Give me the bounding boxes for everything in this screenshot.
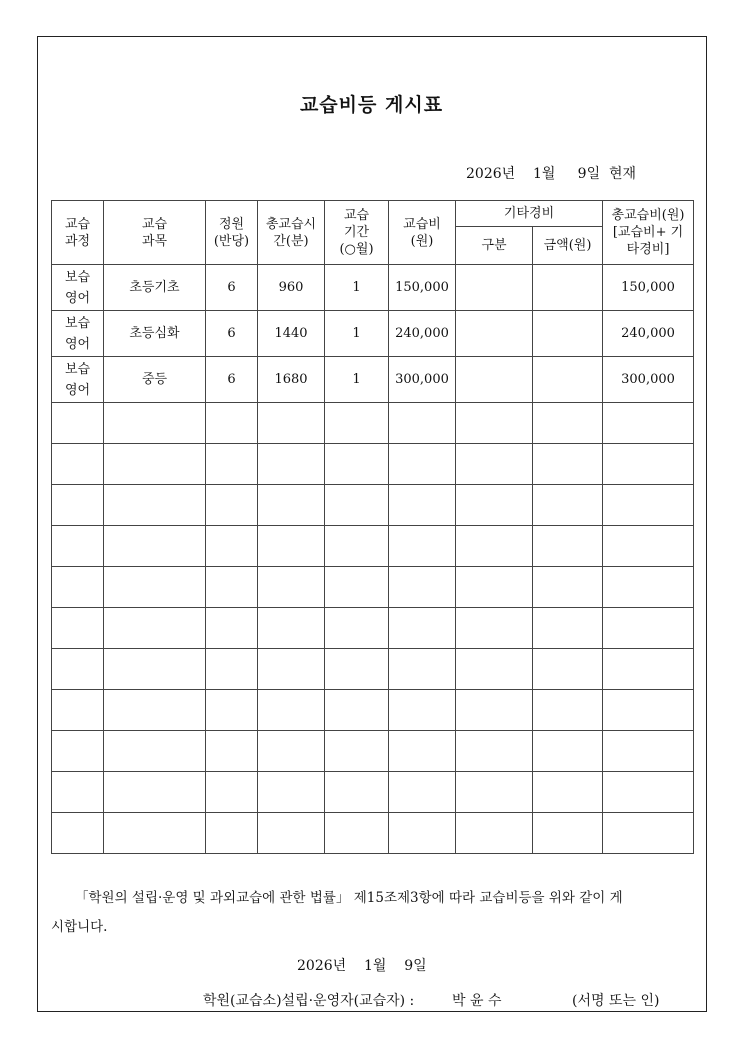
empty-cell xyxy=(206,567,258,608)
empty-cell xyxy=(533,567,603,608)
cell-subject: 초등심화 xyxy=(104,311,206,357)
cell-fee: 300,000 xyxy=(389,357,456,403)
as-of-suffix: 현재 xyxy=(609,166,637,182)
empty-cell xyxy=(104,567,206,608)
empty-cell xyxy=(52,526,104,567)
empty-cell xyxy=(456,649,533,690)
cell-total-fee: 240,000 xyxy=(603,311,694,357)
empty-cell xyxy=(258,772,325,813)
empty-row xyxy=(52,772,694,813)
empty-cell xyxy=(389,485,456,526)
fee-table xyxy=(51,200,694,854)
empty-cell xyxy=(603,731,694,772)
cell-category xyxy=(456,311,533,357)
empty-cell xyxy=(389,608,456,649)
empty-cell xyxy=(52,608,104,649)
empty-cell xyxy=(52,403,104,444)
empty-cell xyxy=(603,444,694,485)
empty-row xyxy=(52,567,694,608)
empty-cell xyxy=(258,608,325,649)
table-row xyxy=(52,265,694,311)
empty-cell xyxy=(389,690,456,731)
empty-cell xyxy=(206,526,258,567)
empty-cell xyxy=(104,772,206,813)
empty-row xyxy=(52,608,694,649)
empty-cell xyxy=(389,403,456,444)
fee-table-body xyxy=(52,265,694,854)
empty-cell xyxy=(325,526,389,567)
empty-cell xyxy=(325,813,389,854)
cell-category xyxy=(456,265,533,311)
empty-cell xyxy=(456,526,533,567)
empty-cell xyxy=(104,649,206,690)
empty-cell xyxy=(325,608,389,649)
empty-cell xyxy=(258,690,325,731)
empty-cell xyxy=(104,444,206,485)
empty-cell xyxy=(603,813,694,854)
empty-cell xyxy=(206,813,258,854)
empty-cell xyxy=(533,403,603,444)
empty-cell xyxy=(533,772,603,813)
statement-line-2: 시합니다. xyxy=(51,919,108,935)
empty-cell xyxy=(52,485,104,526)
empty-row xyxy=(52,690,694,731)
cell-capacity: 6 xyxy=(206,357,258,403)
empty-cell xyxy=(456,690,533,731)
empty-cell xyxy=(104,813,206,854)
table-row xyxy=(52,311,694,357)
empty-cell xyxy=(206,690,258,731)
header-amount: 금액(원) xyxy=(533,227,603,265)
cell-capacity: 6 xyxy=(206,265,258,311)
empty-row xyxy=(52,731,694,772)
empty-cell xyxy=(258,485,325,526)
empty-cell xyxy=(325,649,389,690)
empty-cell xyxy=(389,567,456,608)
empty-cell xyxy=(258,403,325,444)
cell-subject: 중등 xyxy=(104,357,206,403)
empty-cell xyxy=(603,485,694,526)
empty-cell xyxy=(533,485,603,526)
empty-cell xyxy=(258,731,325,772)
cell-course-type: 보습 영어 xyxy=(52,311,104,357)
empty-cell xyxy=(389,444,456,485)
empty-cell xyxy=(206,772,258,813)
empty-cell xyxy=(603,526,694,567)
cell-fee: 150,000 xyxy=(389,265,456,311)
empty-cell xyxy=(206,608,258,649)
empty-cell xyxy=(456,731,533,772)
empty-cell xyxy=(206,731,258,772)
empty-cell xyxy=(389,526,456,567)
empty-cell xyxy=(52,772,104,813)
cell-total-fee: 150,000 xyxy=(603,265,694,311)
cell-total-hours: 1440 xyxy=(258,311,325,357)
empty-cell xyxy=(456,813,533,854)
empty-cell xyxy=(258,813,325,854)
empty-row xyxy=(52,485,694,526)
empty-cell xyxy=(456,485,533,526)
empty-cell xyxy=(533,690,603,731)
cell-amount xyxy=(533,357,603,403)
empty-cell xyxy=(325,690,389,731)
empty-cell xyxy=(104,608,206,649)
empty-row xyxy=(52,813,694,854)
empty-cell xyxy=(603,403,694,444)
as-of-date xyxy=(466,163,636,183)
empty-cell xyxy=(325,731,389,772)
empty-cell xyxy=(533,731,603,772)
empty-cell xyxy=(52,444,104,485)
footer-date xyxy=(297,955,427,975)
empty-cell xyxy=(104,690,206,731)
empty-cell xyxy=(206,485,258,526)
cell-period: 1 xyxy=(325,311,389,357)
empty-cell xyxy=(206,403,258,444)
empty-cell xyxy=(389,772,456,813)
empty-cell xyxy=(325,444,389,485)
header-other-expenses: 기타경비 xyxy=(456,201,603,227)
header-subject: 교습 과목 xyxy=(104,201,206,265)
empty-cell xyxy=(456,567,533,608)
empty-row xyxy=(52,649,694,690)
table-row xyxy=(52,357,694,403)
header-total-fee: 총교습비(원) [교습비+ 기 타경비] xyxy=(603,201,694,265)
operator-label: 학원(교습소)설립·운영자(교습자) : xyxy=(203,993,415,1009)
statement-line-1: 「학원의 설립·운영 및 과외교습에 관한 법률」 제15조제3항에 따라 교습비등을 위와 같이 게 xyxy=(75,890,623,906)
empty-cell xyxy=(258,567,325,608)
cell-period: 1 xyxy=(325,357,389,403)
as-of-month: 1월 xyxy=(532,166,556,182)
cell-capacity: 6 xyxy=(206,311,258,357)
cell-subject: 초등기초 xyxy=(104,265,206,311)
header-course-type: 교습 과정 xyxy=(52,201,104,265)
cell-category xyxy=(456,357,533,403)
empty-cell xyxy=(603,567,694,608)
header-total-hours: 총교습시 간(분) xyxy=(258,201,325,265)
empty-cell xyxy=(206,649,258,690)
empty-cell xyxy=(533,813,603,854)
empty-cell xyxy=(325,485,389,526)
empty-cell xyxy=(52,813,104,854)
cell-fee: 240,000 xyxy=(389,311,456,357)
empty-cell xyxy=(104,403,206,444)
as-of-day: 9일 xyxy=(577,166,601,182)
empty-cell xyxy=(603,649,694,690)
cell-course-type: 보습 영어 xyxy=(52,265,104,311)
empty-cell xyxy=(456,444,533,485)
empty-cell xyxy=(325,567,389,608)
cell-total-hours: 960 xyxy=(258,265,325,311)
empty-cell xyxy=(456,772,533,813)
signature-label: (서명 또는 인) xyxy=(572,993,660,1009)
empty-cell xyxy=(104,526,206,567)
empty-cell xyxy=(603,690,694,731)
empty-cell xyxy=(533,649,603,690)
cell-total-hours: 1680 xyxy=(258,357,325,403)
empty-cell xyxy=(104,485,206,526)
empty-cell xyxy=(533,444,603,485)
cell-amount xyxy=(533,311,603,357)
empty-cell xyxy=(533,608,603,649)
empty-cell xyxy=(533,526,603,567)
empty-cell xyxy=(456,403,533,444)
footer-date-day: 9일 xyxy=(404,958,427,974)
empty-cell xyxy=(603,608,694,649)
empty-cell xyxy=(258,649,325,690)
empty-cell xyxy=(389,649,456,690)
header-fee: 교습비 (원) xyxy=(389,201,456,265)
empty-row xyxy=(52,526,694,567)
cell-amount xyxy=(533,265,603,311)
cell-total-fee: 300,000 xyxy=(603,357,694,403)
empty-cell xyxy=(389,731,456,772)
footer-date-year: 2026년 xyxy=(297,958,347,974)
header-capacity: 정원 (반당) xyxy=(206,201,258,265)
empty-cell xyxy=(325,403,389,444)
page-title: 교습비등 게시표 xyxy=(299,94,444,116)
empty-cell xyxy=(456,608,533,649)
footer-date-month: 1월 xyxy=(363,958,387,974)
header-category: 구분 xyxy=(456,227,533,265)
empty-cell xyxy=(104,731,206,772)
empty-cell xyxy=(325,772,389,813)
cell-course-type: 보습 영어 xyxy=(52,357,104,403)
empty-cell xyxy=(52,731,104,772)
empty-cell xyxy=(258,526,325,567)
as-of-year: 2026년 xyxy=(466,166,516,182)
empty-cell xyxy=(52,567,104,608)
header-period: 교습 기간 (○월) xyxy=(325,201,389,265)
cell-period: 1 xyxy=(325,265,389,311)
empty-cell xyxy=(206,444,258,485)
empty-cell xyxy=(389,813,456,854)
empty-cell xyxy=(258,444,325,485)
operator-name: 박 윤 수 xyxy=(452,993,502,1009)
empty-row xyxy=(52,444,694,485)
empty-cell xyxy=(603,772,694,813)
empty-cell xyxy=(52,649,104,690)
empty-cell xyxy=(52,690,104,731)
empty-row xyxy=(52,403,694,444)
